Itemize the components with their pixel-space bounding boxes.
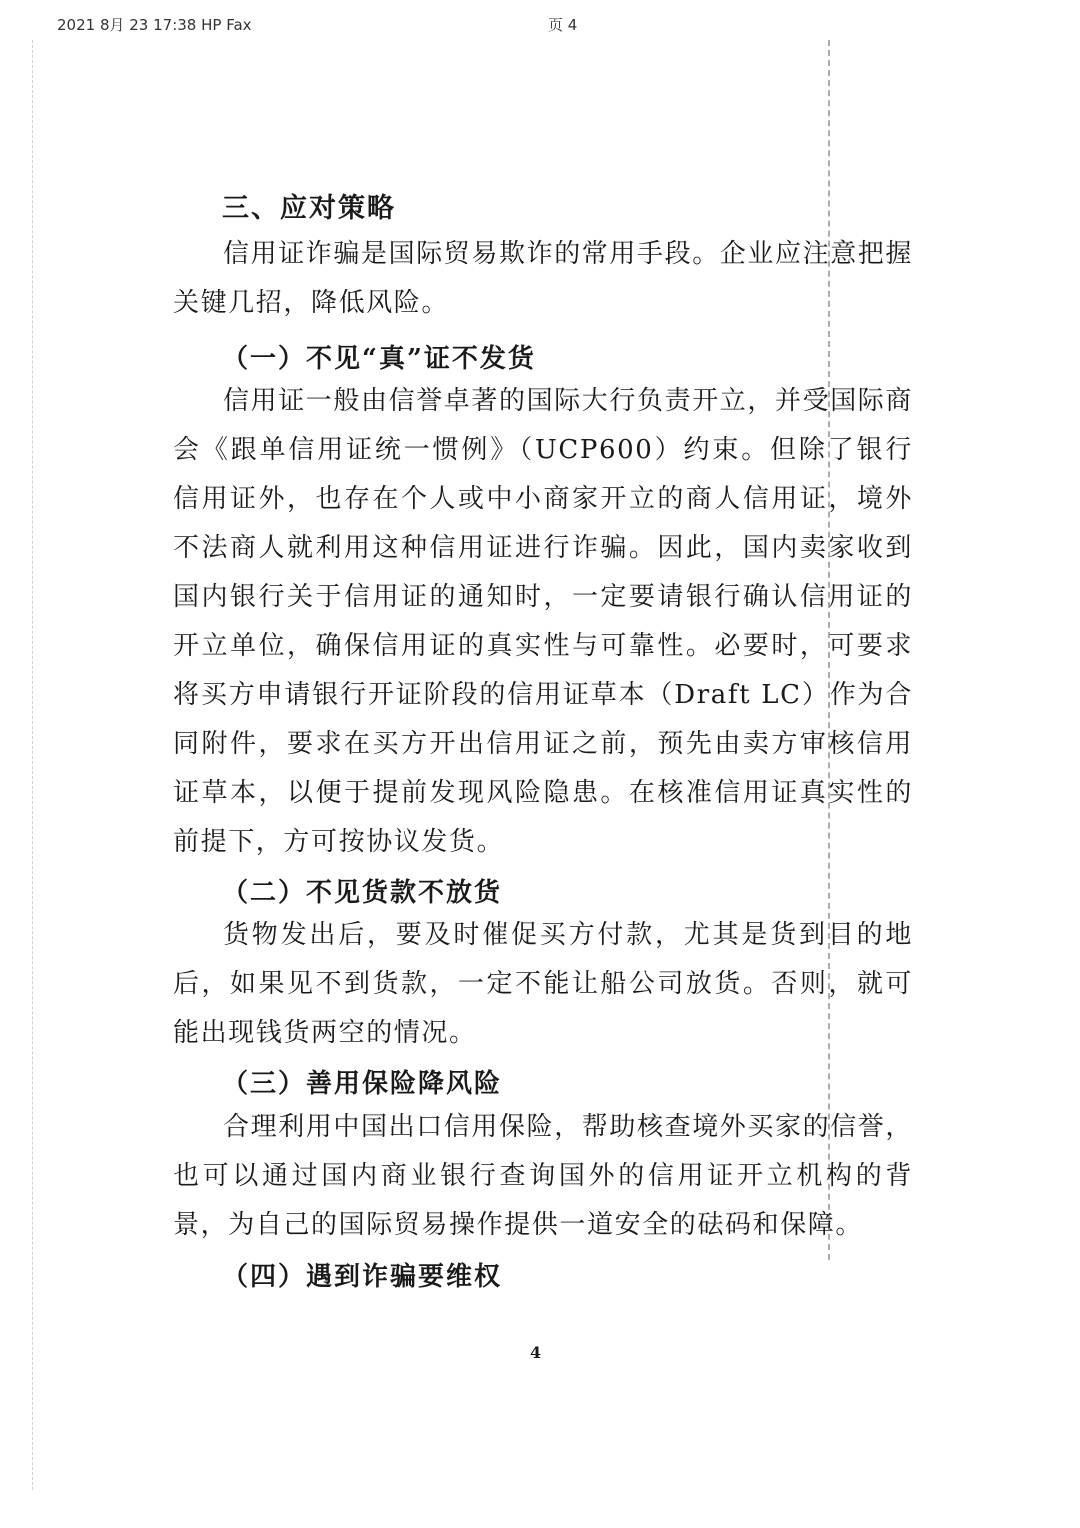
subsection-4-title: （四）遇到诈骗要维权 (222, 1262, 503, 1292)
subsection-3-title: （三）善用保险降风险 (222, 1069, 503, 1099)
subsection-1-body: 信用证一般由信誉卓著的国际大行负责开立，并受国际商会《跟单信用证统一惯例》（UCP600）约束。但除了银行信用证外，也存在个人或中小商家开立的商人信用证，境外不法商人就利用这种信用证进行诈骗。因此，国内卖家收到国内银行关于信用证的通知时，一定要请银行确认信用证的开立单位，确保信用证的真实性与可靠性。必要时，可要求将买方申请银行开证阶段的信用证草本（Draft LC）作为合同附件，要求在买方开出信用证之前，预先由卖方审核信用证草本，以便于提前发现风险隐患。在核准信用证真实性的前提下，方可按协议发货。 (173, 386, 914, 857)
subsection-2-title: （二）不见货款不放货 (222, 878, 503, 908)
fax-header (0, 12, 1080, 38)
page-number: 4 (530, 1343, 542, 1362)
fax-page-label: 页 4 (548, 16, 578, 34)
scan-artifact-left (32, 40, 33, 1490)
subsection-1-title: （一）不见“真”证不发货 (222, 344, 536, 374)
fax-timestamp: 2021 8月 23 17:38 HP Fax (57, 16, 252, 34)
subsection-2-body: 货物发出后，要及时催促买方付款，尤其是货到目的地后，如果见不到货款，一定不能让船公司放货。否则，就可能出现钱货两空的情况。 (173, 920, 913, 1048)
intro-paragraph: 信用证诈骗是国际贸易欺诈的常用手段。企业应注意把握关键几招，降低风险。 (173, 239, 914, 318)
subsection-3-body: 合理利用中国出口信用保险，帮助核查境外买家的信誉，也可以通过国内商业银行查询国外的信用证开立机构的背景，为自己的国际贸易操作提供一道安全的砝码和保障。 (173, 1112, 914, 1240)
section-heading: 三、应对策略 (222, 193, 396, 224)
